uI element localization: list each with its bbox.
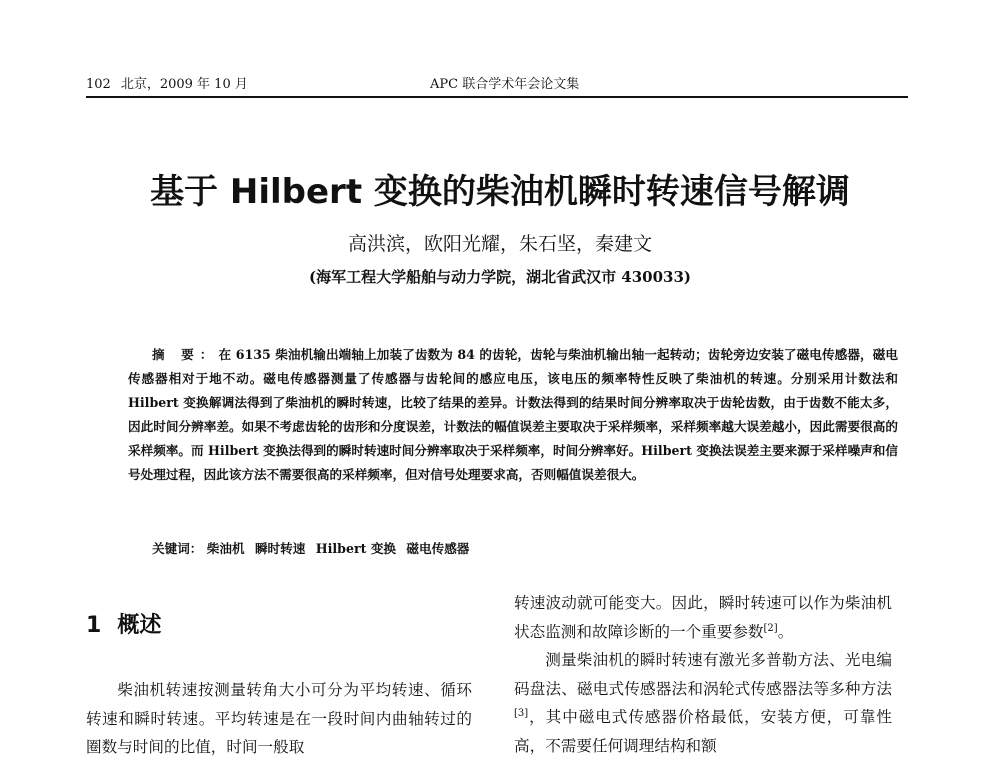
- keyword: 磁电传感器: [406, 541, 470, 556]
- paragraph-end: 。: [777, 622, 794, 641]
- page-number: 102: [86, 77, 111, 92]
- citation: [3]: [514, 707, 529, 719]
- citation: [2]: [763, 622, 778, 634]
- abstract-text: 在 6135 柴油机输出端轴上加装了齿数为 84 的齿轮，齿轮与柴油机输出轴一起转动；齿轮旁边安装了磁电传感器，磁电传感器相对于地不动。磁电传感器测量了传感器与齿轮间的感应电压，该电压的频率特性反映了柴油机的转速。分别采用计数法和 Hilbert 变换解调法得到了柴油机的瞬时转速，比较了结果的差异。计数法得到的结果时间分辨率取决于齿轮齿数，由于齿数不能太多，因此时间分辨率差。如果不考虑齿轮的齿形和分度误差，计数法的幅值误差主要取决于采样频率，采样频率越大误差越小，因此需要很高的采样频率。而 Hilbert 变换法得到的瞬时转速时间分辨率取决于采样频率，时间分辨率好。Hilbert 变换法误差主要来源于采样噪声和信号处理过程，因此该方法不需要很高的采样频率，但对信号处理要求高，否则幅值误差很大。: [128, 347, 898, 482]
- keyword: 瞬时转速: [254, 541, 306, 556]
- paragraph: [514, 646, 892, 760]
- section-paragraph: 柴油机转速按测量转角大小可分为平均转速、循环转速和瞬时转速。平均转速是在一段时间内曲轴转过的圈数与时间的比值，时间一般取: [86, 681, 472, 756]
- paragraph-text: 转速波动就可能变大。因此，瞬时转速可以作为柴油机状态监测和故障诊断的一个重要参数: [514, 594, 892, 641]
- section-heading: [86, 612, 161, 640]
- keyword: 柴油机: [206, 541, 245, 556]
- section-title: 概述: [117, 613, 162, 638]
- running-header: [86, 74, 908, 98]
- proceedings-title: APC 联合学术年会论文集: [430, 77, 580, 92]
- authors: 高洪滨，欧阳光耀，朱石坚，秦建文: [347, 233, 652, 255]
- abstract-label: 摘 要：: [152, 347, 219, 362]
- paragraph-end: ，其中磁电式传感器价格最低，安装方便，可靠性高，不需要任何调理结构和额: [514, 708, 892, 755]
- header-left: [86, 74, 248, 96]
- keywords: [152, 539, 892, 559]
- right-column: [514, 589, 892, 760]
- affiliation: (海军工程大学船舶与动力学院，湖北省武汉市 430033): [308, 268, 692, 286]
- paragraph-continued: [514, 589, 892, 646]
- keywords-label: 关键词：: [152, 541, 203, 556]
- keyword: Hilbert 变换: [315, 541, 397, 556]
- section-number: 1: [86, 613, 102, 638]
- paragraph-text: 测量柴油机的瞬时转速有激光多普勒方法、光电编码盘法、磁电式传感器法和涡轮式传感器法等多种方法: [514, 651, 892, 698]
- abstract: [128, 343, 898, 487]
- paper-title: 基于 Hilbert 变换的柴油机瞬时转速信号解调: [150, 172, 850, 212]
- place-date: 北京，2009 年 10 月: [120, 77, 248, 92]
